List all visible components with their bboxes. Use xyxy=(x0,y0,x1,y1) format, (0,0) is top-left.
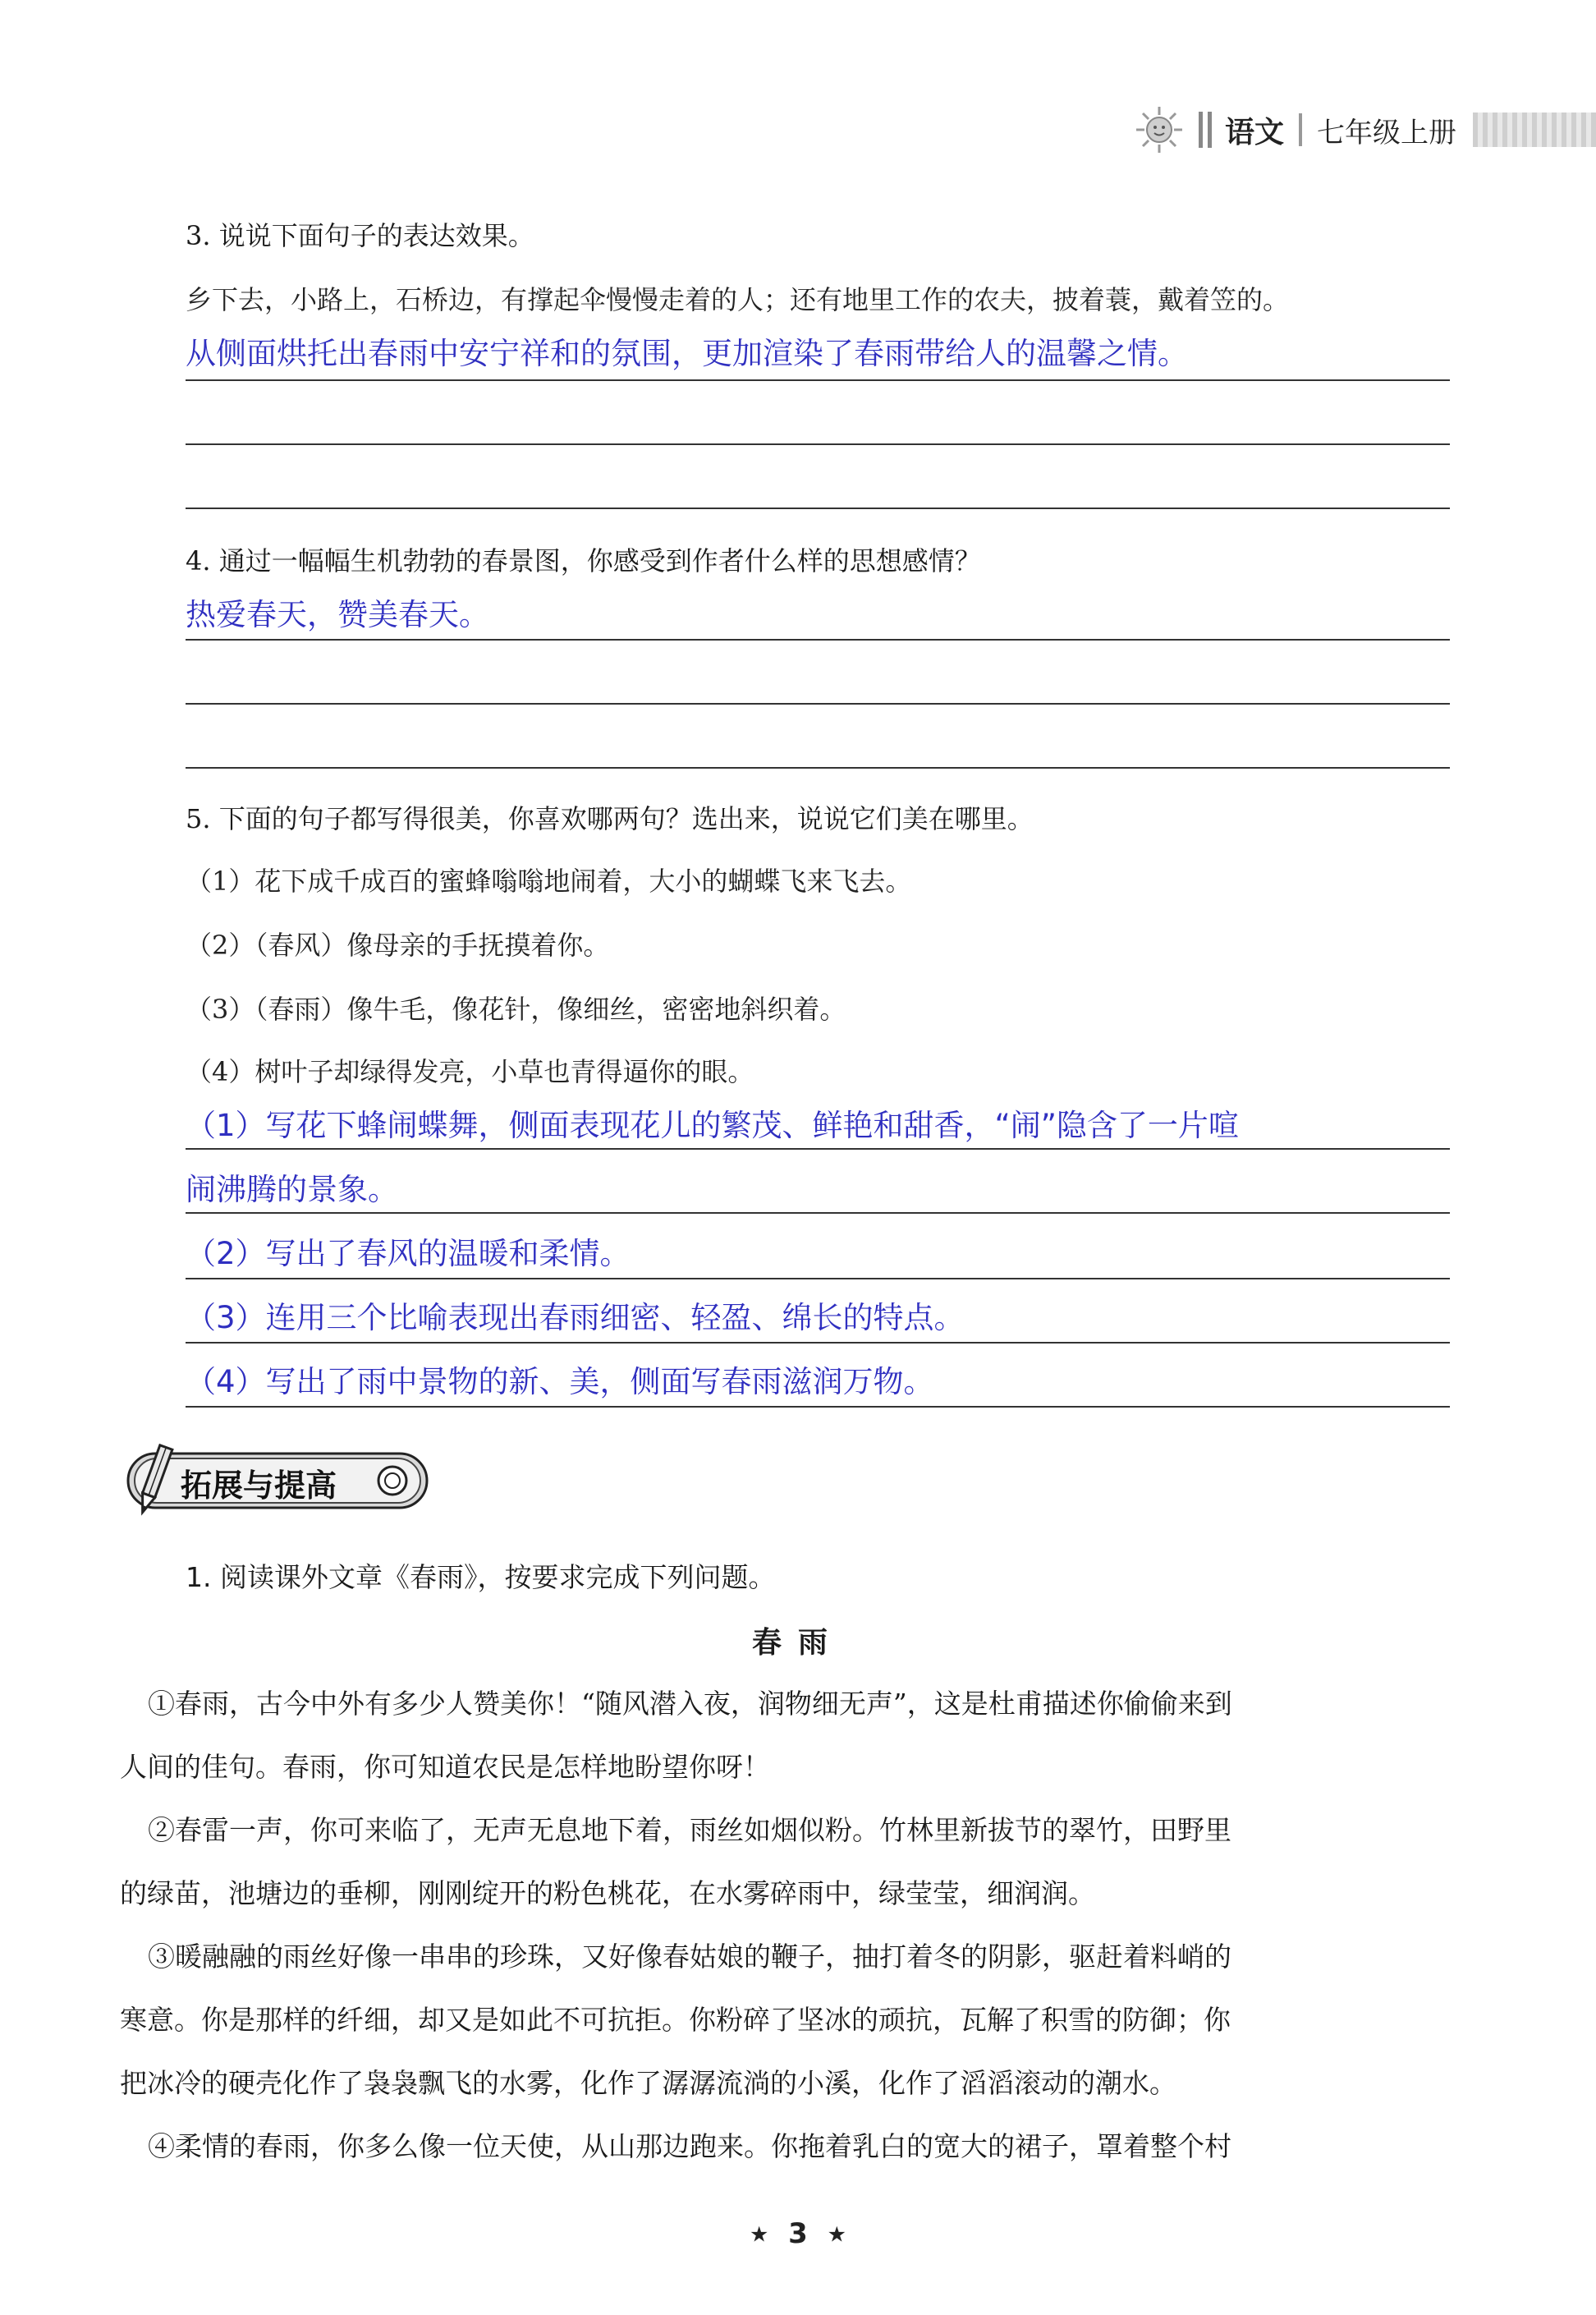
page-number: 3 xyxy=(788,2217,808,2250)
question-5-sentence: （4）树叶子却绿得发亮，小草也青得逼你的眼。 xyxy=(186,1056,754,1087)
answer-line xyxy=(186,1278,1450,1279)
header-grade: 七年级上册 xyxy=(1317,116,1456,149)
header-divider xyxy=(1208,112,1212,148)
paragraph-line: 的绿苗，池塘边的垂柳，刚刚绽开的粉色桃花，在水雾碎雨中，绿莹莹，细润润。 xyxy=(120,1877,1095,1909)
question-3-answer: 从侧面烘托出春雨中安宁祥和的氛围，更加渲染了春雨带给人的温馨之情。 xyxy=(186,336,1188,371)
section-title: 拓展与提高 xyxy=(181,1468,337,1504)
article-paragraph xyxy=(120,1672,1458,1798)
sun-logo-icon xyxy=(1135,105,1184,154)
question-5-prompt: 5. 下面的句子都写得很美，你喜欢哪两句？选出来，说说它们美在哪里。 xyxy=(186,803,1034,834)
article-paragraph xyxy=(120,1798,1458,1925)
reading-task: 1. 阅读课外文章《春雨》，按要求完成下列问题。 xyxy=(186,1561,776,1593)
answer-line xyxy=(186,767,1450,769)
header-separator xyxy=(1299,113,1302,146)
star-icon: ★ xyxy=(827,2222,846,2248)
paragraph-line: 寒意。你是那样的纤细，却又是如此不可抗拒。你粉碎了坚冰的顽抗，瓦解了积雪的防御；你 xyxy=(120,2004,1231,2036)
page-footer xyxy=(0,2217,1596,2250)
header-decor-strip xyxy=(1473,113,1596,147)
section-banner xyxy=(122,1442,433,1518)
paragraph-line: ④柔情的春雨，你多么像一位天使，从山那边跑来。你拖着乳白的宽大的裙子，罩着整个村 xyxy=(148,2130,1231,2162)
answer-line xyxy=(186,508,1450,509)
question-5-answer: 闹沸腾的景象。 xyxy=(186,1172,398,1207)
answer-line xyxy=(186,1342,1450,1344)
question-5-answer: （4）写出了雨中景物的新、美，侧面写春雨滋润万物。 xyxy=(186,1364,934,1399)
answer-line xyxy=(186,703,1450,705)
question-5-answer: （2）写出了春风的温暖和柔情。 xyxy=(186,1236,631,1271)
star-icon: ★ xyxy=(750,2222,769,2248)
paragraph-line: 人间的佳句。春雨，你可知道农民是怎样地盼望你呀！ xyxy=(120,1751,770,1783)
pencil-icon xyxy=(133,1442,176,1518)
question-5-sentence: （2）（春风）像母亲的手抚摸着你。 xyxy=(186,930,610,961)
question-4-answer: 热爱春天，赞美春天。 xyxy=(186,597,489,632)
question-3-sentence: 乡下去，小路上，石桥边，有撑起伞慢慢走着的人；还有地里工作的农夫，披着蓑，戴着笠的。 xyxy=(186,284,1290,315)
question-5-sentence: （3）（春雨）像牛毛，像花针，像细丝，密密地斜织着。 xyxy=(186,994,846,1025)
answer-line xyxy=(186,1406,1450,1408)
question-5-answer: （3）连用三个比喻表现出春雨细密、轻盈、绵长的特点。 xyxy=(186,1300,965,1335)
question-5-answer: （1）写花下蜂闹蝶舞，侧面表现花儿的繁茂、鲜艳和甜香，“闹”隐含了一片喧 xyxy=(186,1108,1239,1143)
paragraph-line: 把冰冷的硬壳化作了袅袅飘飞的水雾，化作了潺潺流淌的小溪，化作了滔滔滚动的潮水。 xyxy=(120,2067,1176,2099)
paragraph-line: ③暖融融的雨丝好像一串串的珍珠，又好像春姑娘的鞭子，抽打着冬的阴影，驱赶着料峭的 xyxy=(148,1941,1231,1973)
answer-line xyxy=(186,443,1450,445)
paragraph-line: ①春雨，古今中外有多少人赞美你！“随风潜入夜，润物细无声”，这是杜甫描述你偷偷来到 xyxy=(148,1688,1232,1720)
header-subject: 语文 xyxy=(1224,115,1284,149)
article-paragraph xyxy=(120,1925,1458,2115)
answer-line xyxy=(186,379,1450,381)
paragraph-line: ②春雷一声，你可来临了，无声无息地下着，雨丝如烟似粉。竹林里新拔节的翠竹，田野里 xyxy=(148,1814,1231,1846)
article-paragraph xyxy=(120,2115,1458,2178)
answer-line xyxy=(186,1148,1450,1150)
page-header xyxy=(1135,97,1596,163)
question-4-prompt: 4. 通过一幅幅生机勃勃的春景图，你感受到作者什么样的思想感情？ xyxy=(186,545,981,576)
article-title: 春雨 xyxy=(751,1626,844,1660)
answer-line xyxy=(186,639,1450,641)
question-5-sentence: （1）花下成千成百的蜜蜂嗡嗡地闹着，大小的蝴蝶飞来飞去。 xyxy=(186,866,912,897)
question-3-prompt: 3. 说说下面句子的表达效果。 xyxy=(186,220,534,251)
answer-line xyxy=(186,1212,1450,1214)
header-divider xyxy=(1199,112,1203,148)
